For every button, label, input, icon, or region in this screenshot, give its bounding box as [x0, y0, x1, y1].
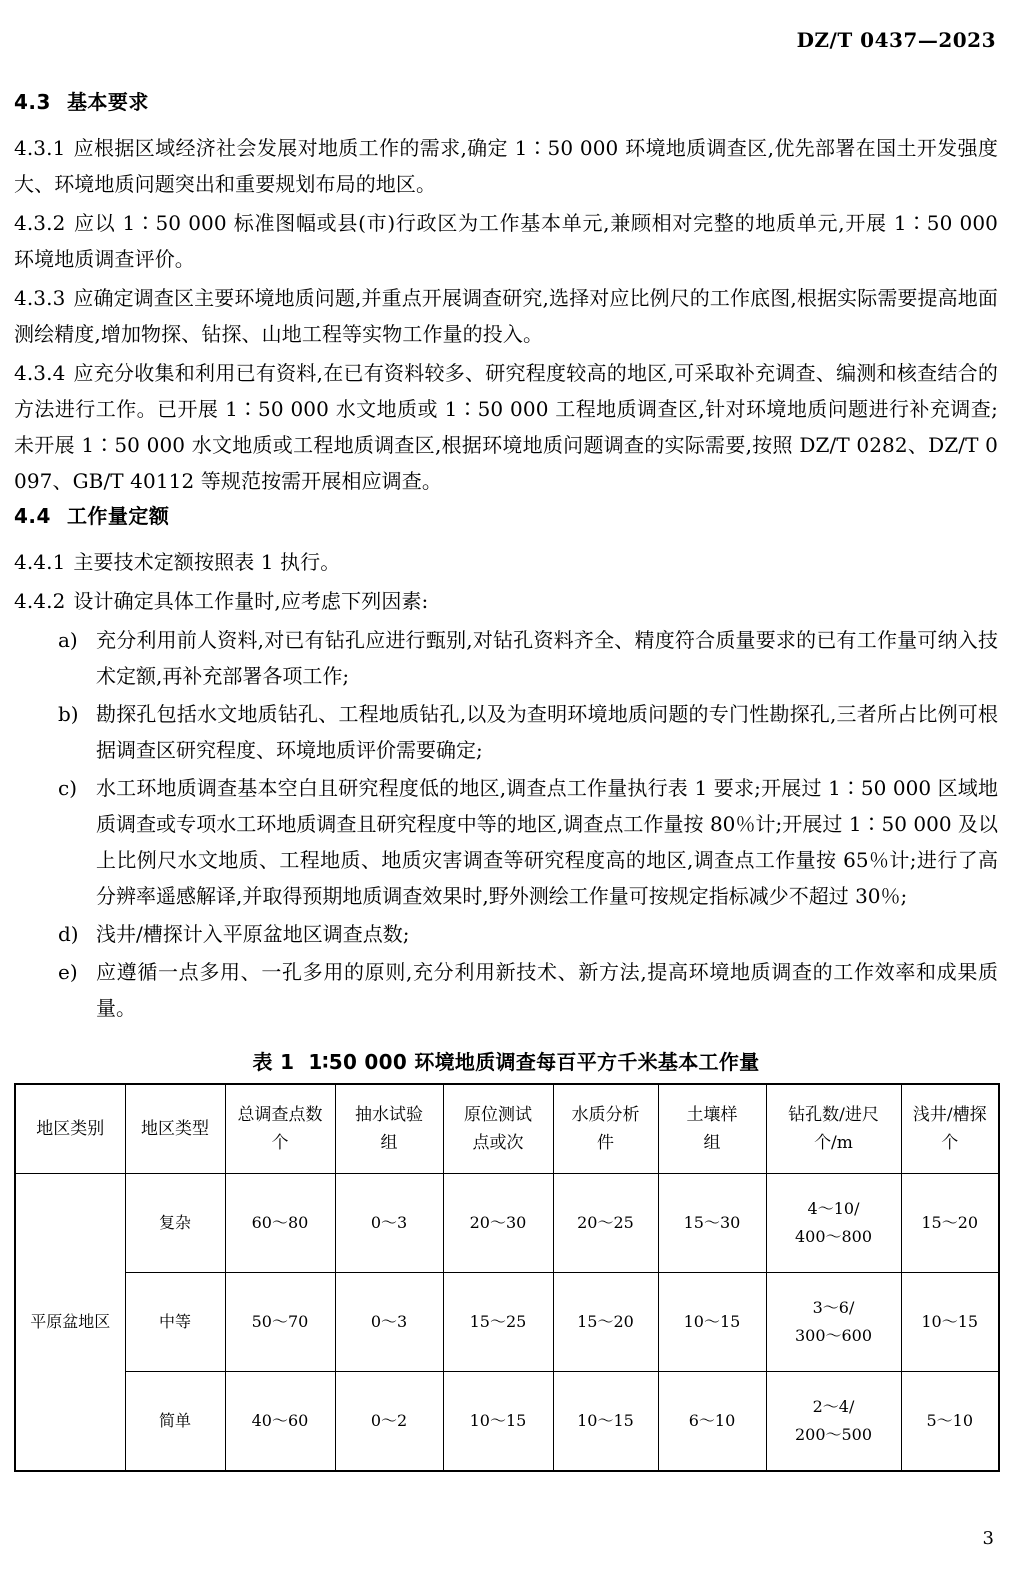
paragraph-number-4-3-3: 4.3.3	[14, 286, 66, 310]
paragraph-4-4-2	[14, 583, 998, 619]
footer-page-number: 3	[982, 1528, 994, 1549]
header-line-1: 水质分析	[571, 1105, 640, 1125]
section-title-4-4: 工作量定额	[66, 504, 170, 528]
drill-count-depth-cell	[766, 1273, 901, 1372]
header-line-1: 钻孔数/进尺	[788, 1105, 879, 1125]
table-header-cell	[15, 1084, 125, 1174]
table-header-row	[15, 1084, 999, 1174]
list-item-marker: b)	[58, 702, 79, 726]
header-line-2: 组	[703, 1133, 721, 1153]
list-item	[14, 770, 998, 914]
soil-sample-cell: 10～15	[658, 1273, 766, 1372]
soil-sample-cell: 6～10	[658, 1372, 766, 1472]
header-line-2: 个/m	[814, 1133, 853, 1153]
paragraph-text-4-3-2: 应以 1∶50 000 标准图幅或县(市)行政区为工作基本单元,兼顾相对完整的地质单元,开展 1∶50 000 环境地质调查评价。	[14, 211, 998, 271]
drill-count-value: 2～4/	[812, 1397, 855, 1416]
list-item	[14, 622, 998, 694]
pumping-test-cell: 0～2	[335, 1372, 443, 1472]
table-header-cell	[225, 1084, 335, 1174]
table-header-cell	[443, 1084, 553, 1174]
workload-quota-table	[14, 1083, 1000, 1472]
running-header-standard-code: DZ/T 0437—2023	[796, 28, 996, 52]
table-header-cell	[125, 1084, 225, 1174]
drill-depth-value: 200～500	[794, 1425, 873, 1444]
table-header-cell	[901, 1084, 999, 1174]
header-line-1: 地区类别	[36, 1119, 105, 1139]
list-item-marker: e)	[58, 960, 78, 984]
drill-count-depth-cell	[766, 1174, 901, 1273]
pumping-test-cell: 0～3	[335, 1273, 443, 1372]
paragraph-4-3-3	[14, 280, 998, 352]
list-item-text: 勘探孔包括水文地质钻孔、工程地质钻孔,以及为查明环境地质问题的专门性勘探孔,三者所占比例可根据调查区研究程度、环境地质评价需要确定;	[96, 702, 998, 762]
header-line-1: 地区类型	[141, 1119, 209, 1139]
page-content	[14, 88, 998, 1472]
water-analysis-cell: 20～25	[553, 1174, 658, 1273]
paragraph-text-4-3-3: 应确定调查区主要环境地质问题,并重点开展调查研究,选择对应比例尺的工作底图,根据实际需要提高地面测绘精度,增加物探、钻探、山地工程等实物工作量的投入。	[14, 286, 998, 346]
table-row	[15, 1174, 999, 1273]
paragraph-4-3-2	[14, 205, 998, 277]
table-caption-title: 1∶50 000 环境地质调查每百平方千米基本工作量	[308, 1050, 760, 1074]
list-item-marker: d)	[58, 922, 79, 946]
drill-depth-value: 300～600	[794, 1326, 873, 1345]
region-category-cell: 平原盆地区	[15, 1174, 125, 1472]
drill-count-value: 3～6/	[812, 1298, 855, 1317]
drill-count-depth-cell	[766, 1372, 901, 1472]
list-item-text: 浅井/槽探计入平原盆地区调查点数;	[96, 922, 410, 946]
table-row	[15, 1273, 999, 1372]
region-type-cell: 中等	[125, 1273, 225, 1372]
shallow-well-cell: 10～15	[901, 1273, 999, 1372]
list-item	[14, 696, 998, 768]
factors-list	[14, 622, 998, 1026]
total-points-cell: 50～70	[225, 1273, 335, 1372]
header-line-1: 原位测试	[464, 1105, 532, 1125]
total-points-cell: 60～80	[225, 1174, 335, 1273]
in-situ-test-cell: 20～30	[443, 1174, 553, 1273]
header-line-2: 件	[597, 1133, 614, 1153]
paragraph-number-4-3-4: 4.3.4	[14, 361, 66, 385]
section-number-4-4: 4.4	[14, 504, 51, 528]
total-points-cell: 40～60	[225, 1372, 335, 1472]
section-title-4-3: 基本要求	[66, 90, 149, 114]
paragraph-4-3-1	[14, 130, 998, 202]
header-line-1: 浅井/槽探	[912, 1105, 987, 1125]
table-row	[15, 1372, 999, 1472]
list-item-marker: a)	[58, 628, 78, 652]
paragraph-4-3-4	[14, 355, 998, 499]
water-analysis-cell: 15～20	[553, 1273, 658, 1372]
header-line-1: 抽水试验	[355, 1105, 423, 1125]
soil-sample-cell: 15～30	[658, 1174, 766, 1273]
table-header-cell	[335, 1084, 443, 1174]
header-line-1: 总调查点数	[237, 1105, 323, 1125]
header-line-1: 土壤样	[686, 1105, 738, 1125]
header-line-2: 点或次	[472, 1133, 524, 1153]
list-item-text: 充分利用前人资料,对已有钻孔应进行甄别,对钻孔资料齐全、精度符合质量要求的已有工作量可纳入技术定额,再补充部署各项工作;	[96, 628, 998, 688]
drill-count-value: 4～10/	[807, 1199, 860, 1218]
section-number-4-3: 4.3	[14, 90, 51, 114]
paragraph-number-4-3-2: 4.3.2	[14, 211, 66, 235]
table-caption-number: 表 1	[252, 1050, 295, 1074]
list-item	[14, 916, 998, 952]
section-heading-4-3	[14, 88, 998, 116]
paragraph-number-4-4-2: 4.4.2	[14, 589, 66, 613]
header-line-2: 个	[271, 1133, 289, 1153]
list-item-text: 水工环地质调查基本空白且研究程度低的地区,调查点工作量执行表 1 要求;开展过 1∶50 000 区域地质调查或专项水工环地质调查且研究程度中等的地区,调查点工作量按 80％计;开展过 1∶50 000 及以上比例尺水文地质、工程地质、地质灾害调查等研究程度高的地区,调查点工作量按 65％计;进行了高分辨率遥感解译,并取得预期地质调查效果时,野外测绘工作量可按规定指标减少不超过 30％;	[96, 776, 998, 908]
paragraph-text-4-3-1: 应根据区域经济社会发展对地质工作的需求,确定 1∶50 000 环境地质调查区,优先部署在国土开发强度大、环境地质问题突出和重要规划布局的地区。	[14, 136, 998, 196]
shallow-well-cell: 5～10	[901, 1372, 999, 1472]
paragraph-text-4-3-4: 应充分收集和利用已有资料,在已有资料较多、研究程度较高的地区,可采取补充调查、编测和核查结合的方法进行工作。已开展 1∶50 000 水文地质或 1∶50 000 工程地质调查区,针对环境地质问题进行补充调查;未开展 1∶50 000 水文地质或工程地质调查区,根据环境地质问题调查的实际需要,按照 DZ/T 0282、DZ/T 0097、GB/T 40112 等规范按需开展相应调查。	[14, 361, 998, 493]
region-type-cell: 简单	[125, 1372, 225, 1472]
header-line-2: 组	[380, 1133, 398, 1153]
list-item	[14, 954, 998, 1026]
paragraph-text-4-4-1: 主要技术定额按照表 1 执行。	[73, 550, 341, 574]
header-line-2: 个	[941, 1133, 959, 1153]
paragraph-4-4-1	[14, 544, 998, 580]
drill-depth-value: 400～800	[794, 1227, 873, 1246]
paragraph-number-4-3-1: 4.3.1	[14, 136, 66, 160]
in-situ-test-cell: 10～15	[443, 1372, 553, 1472]
paragraph-number-4-4-1: 4.4.1	[14, 550, 66, 574]
water-analysis-cell: 10～15	[553, 1372, 658, 1472]
table-header-cell	[658, 1084, 766, 1174]
in-situ-test-cell: 15～25	[443, 1273, 553, 1372]
list-item-text: 应遵循一点多用、一孔多用的原则,充分利用新技术、新方法,提高环境地质调查的工作效率和成果质量。	[96, 960, 998, 1020]
pumping-test-cell: 0～3	[335, 1174, 443, 1273]
table-header-cell	[766, 1084, 901, 1174]
region-type-cell: 复杂	[125, 1174, 225, 1273]
paragraph-text-4-4-2: 设计确定具体工作量时,应考虑下列因素:	[73, 589, 429, 613]
table-caption	[14, 1046, 998, 1075]
table-header-cell	[553, 1084, 658, 1174]
section-heading-4-4	[14, 502, 998, 530]
list-item-marker: c)	[58, 776, 78, 800]
shallow-well-cell: 15～20	[901, 1174, 999, 1273]
